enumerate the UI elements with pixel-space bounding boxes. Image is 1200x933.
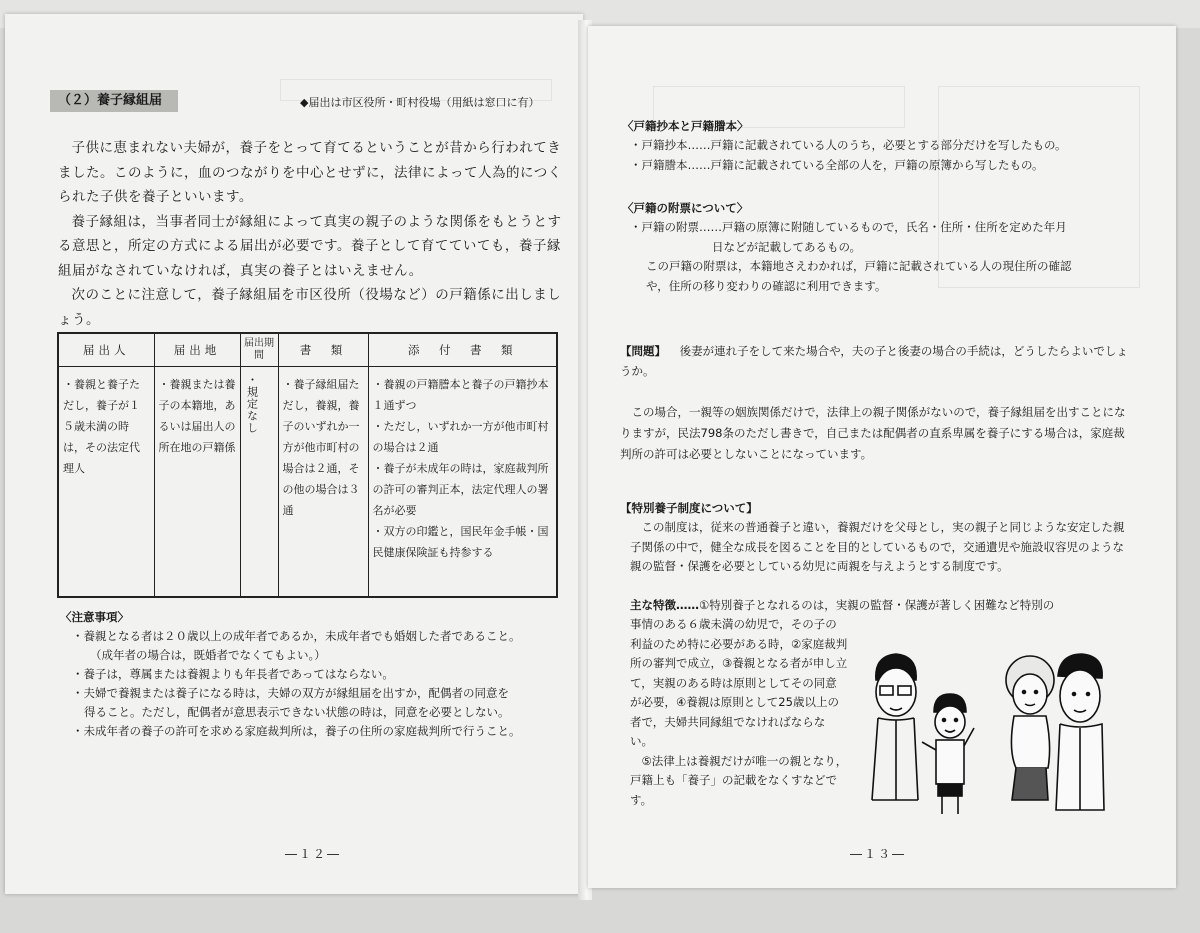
attachment-item: ・養子が未成年の時は，家庭裁判所の許可の審判正本，法定代理人の署名が必要 — [372, 462, 549, 517]
attachment-item: ・養親の戸籍謄本と養子の戸籍抄本１通ずつ — [372, 378, 549, 412]
cell-documents: ・養子縁組届ただし，養親，養子のいずれか一方が他市町村の場合は２通，その他の場合は３通 — [278, 367, 368, 598]
feature-item: 事情のある６歳未満の幼児で，その子の利益のため特に必要がある時，②家庭裁判所の審判で成立，③養親となる者が申し立て，実親のある時は原則としてその同意が必要，④養親は原則として25歳以上の者で，夫婦共同縁組でなければならない。 — [630, 617, 848, 748]
question-label: 【問題】 — [620, 344, 666, 358]
page-number-right: ―１３― — [850, 847, 907, 861]
feature-label: 主な特徴…… — [630, 598, 699, 612]
list-item: ・戸籍抄本……戸籍に記載されている人のうち，必要とする部分だけを写したもの。 — [630, 138, 1067, 152]
intro-paragraph-3: 次のことに注意して，養子縁組届を市区役所（役場など）の戸籍係に出しましょう。 — [58, 287, 562, 328]
fuhyo-line: ・戸籍の附票……戸籍の原簿に附随しているもので，氏名・住所・住所を定めた年月 — [630, 220, 1067, 234]
filing-notice: ◆届出は市区役所・町村役場（用紙は窓口に有） — [300, 96, 540, 109]
header-place: 届出地 — [154, 333, 240, 367]
fuhyo-line: 日などが記載してあるもの。 — [712, 239, 862, 254]
feature-first-line — [630, 596, 1130, 616]
answer-text: この場合，一親等の姻族関係だけで，法律上の親子関係がないので，養子縁組届を出すことになりますが，民法798条のただし書きで，自己または配偶者の直系卑属を養子にする場合は，家庭裁判所の許可は必要としないことになっています。 — [620, 405, 1126, 461]
list-item: ・戸籍謄本……戸籍に記載されている全部の人を，戸籍の原簿から写したもの。 — [630, 157, 1044, 172]
feature-first: ①特別養子となれるのは，実親の監督・保護が著しく困難など特別の — [699, 598, 1055, 612]
page-number-left: ―１２― — [285, 847, 342, 861]
attachment-item: ・双方の印鑑と，国民年金手帳・国民健康保険証も持参する — [372, 525, 549, 559]
table-row — [58, 367, 557, 598]
special-adoption-title: 【特別養子制度について】 — [620, 501, 758, 515]
intro-text — [58, 136, 564, 332]
cell-place: ・養親または養子の本籍地，あるいは届出人の所在地の戸籍係 — [154, 367, 240, 598]
intro-paragraph-2: 養子縁組は，当事者同士が縁組によって真実の親子のような関係をもとうとする意思と，所定の方式による届出が必要です。養子として育てていても，養子縁組届がなされていなければ，真実の養子とはいえません。 — [58, 213, 562, 279]
header-documents: 書 類 — [278, 333, 368, 367]
fuhyo-line: この戸籍の附票は，本籍地さえわかれば，戸籍に記載されている人の現住所の確認 — [646, 259, 1072, 273]
feature-item: ⑤法律上は養親だけが唯一の親となり，戸籍上も「養子」の記載をなくすなどです。 — [630, 753, 848, 807]
koseki-title: 〈戸籍抄本と戸籍謄本〉 — [622, 119, 749, 133]
caution-item: （成年者の場合は，既婚者でなくてもよい。） — [90, 648, 326, 662]
section-title: （２）養子縁組届 — [50, 90, 178, 112]
caution-item: ・未成年者の養子の許可を求める家庭裁判所は，養子の住所の家庭裁判所で行うこと。 — [72, 724, 521, 738]
family-illustration-mother-father — [998, 650, 1113, 820]
header-notifier: 届出人 — [58, 333, 154, 367]
question — [620, 342, 1130, 381]
header-attachments: 添 付 書 類 — [368, 333, 557, 367]
fuhyo-line: や，住所の移り変わりの確認に利用できます。 — [646, 278, 887, 293]
caution-item: ・夫婦で養親または養子になる時は，夫婦の双方が縁組届を出すか，配偶者の同意を — [72, 686, 509, 700]
feature-list — [630, 615, 848, 810]
special-adoption-text: この制度は，従来の普通養子と違い，養親だけを父母とし，実の親子と同じような安定した親子関係の中で，健全な成長を図ることを目的としているもので，交通遺児や施設収容児のような親の監督・保護を必要としている幼児に両親を与えようとする制度です。 — [630, 520, 1125, 573]
caution-item: 得ること。ただし，配偶者が意思表示できない状態の時は，同意を必要としない。 — [84, 705, 510, 719]
header-period: 届出期間 — [240, 333, 278, 367]
cell-attachments — [368, 367, 557, 598]
caution-item: ・養子は，尊属または養親よりも年長者であってはならない。 — [72, 667, 394, 681]
fuhyo-text — [630, 218, 1150, 296]
caution-item: ・養親となる者は２０歳以上の成年者であるか，未成年者でも婚姻した者であること。 — [72, 629, 521, 643]
cell-notifier: ・養親と養子ただし，養子が１５歳未満の時は，その法定代理人 — [58, 367, 154, 598]
fuhyo-title: 〈戸籍の附票について〉 — [622, 201, 749, 215]
cell-period: ・規定なし — [240, 367, 278, 598]
registration-table — [57, 332, 558, 598]
cautions — [60, 608, 580, 741]
cautions-title: 〈注意事項〉 — [60, 610, 129, 624]
family-illustration-father-child — [862, 650, 982, 820]
koseki-list — [630, 136, 1150, 175]
intro-paragraph-1: 子供に恵まれない夫婦が，養子をとって育てるということが昔から行われてきました。このように，血のつながりを中心とせずに，法律によって人為的につくられた子供を養子といいます。 — [58, 140, 562, 205]
table-header-row — [58, 333, 557, 367]
question-text: 後妻が連れ子をして来た場合や，夫の子と後妻の場合の手続は，どうしたらよいでしょうか。 — [620, 344, 1128, 378]
attachment-item: ・ただし，いずれか一方が他市町村の場合は２通 — [372, 420, 549, 454]
